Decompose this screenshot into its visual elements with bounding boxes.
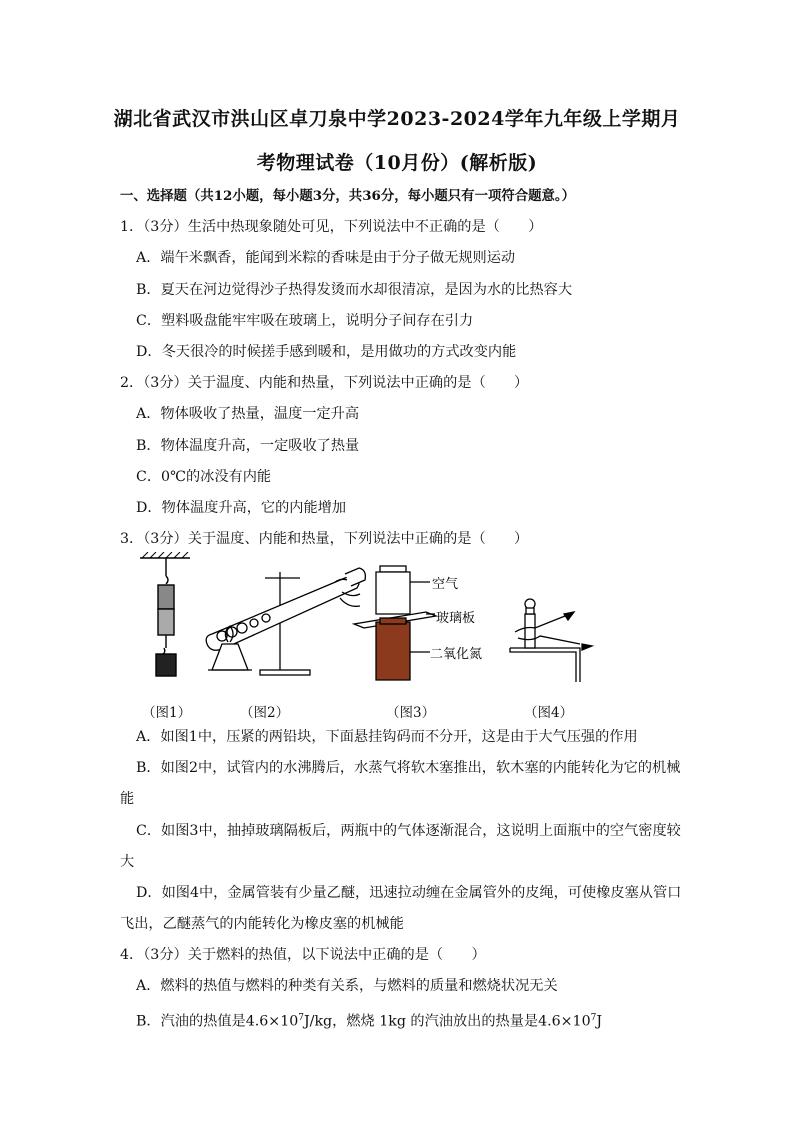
q3-option-a: A．如图1中，压紧的两铅块，下面悬挂钩码而不分开，这是由于大气压强的作用	[136, 729, 638, 745]
q4-option-b-post: J	[596, 1013, 603, 1030]
q3-option-d-line1: D．如图4中，金属管装有少量乙醚，迅速拉动缠在金属管外的皮绳，可使橡皮塞从管口	[136, 885, 682, 901]
q3-option-d-line2: 飞出，乙醚蒸气的内能转化为橡皮塞的机械能	[120, 916, 404, 932]
q2-option-c: C．0℃的冰没有内能	[136, 469, 272, 485]
q4-option-b-exp1: 7	[298, 1013, 304, 1023]
q4-option-b-mid: J/kg，燃烧 1kg 的汽油放出的热量是4.6×10	[303, 1013, 591, 1030]
fig3-label-glass: 玻璃板	[436, 611, 476, 626]
q3-option-c-line2: 大	[120, 854, 135, 870]
q1-option-c: C．塑料吸盘能牢牢吸在玻璃上，说明分子间存在引力	[136, 313, 474, 329]
q1-option-a: A．端午米飘香，能闻到米粽的香味是由于分子做无规则运动	[136, 250, 516, 266]
fig2-test-tube-icon	[206, 568, 365, 675]
q4-option-b	[136, 1008, 602, 1032]
q3-option-c-line1: C．如图3中，抽掉玻璃隔板后，两瓶中的气体逐渐混合，这说明上面瓶中的空气密度较	[136, 823, 681, 839]
doc-title-line1: 湖北省武汉市洪山区卓刀泉中学2023-2024学年九年级上学期月	[113, 108, 681, 130]
q1-option-b: B．夏天在河边觉得沙子热得发烫而水却很清凉，是因为水的比热容大	[136, 282, 573, 298]
fig4-metal-tube-icon	[510, 599, 592, 682]
q4-option-a: A．燃料的热值与燃料的种类有关系，与燃料的质量和燃烧状况无关	[136, 978, 558, 994]
fig3-label-no2: 二氧化氮	[430, 647, 483, 662]
q2-option-d: D．物体温度升高，它的内能增加	[136, 500, 347, 516]
q3-caption-fig4: （图4）	[524, 705, 574, 721]
fig1-lead-blocks-icon	[140, 552, 190, 676]
q3-option-b-line2: 能	[120, 791, 135, 807]
q3-stem: 3．（3分）关于温度、内能和热量，下列说法中正确的是（ ）	[120, 531, 529, 547]
q3-figures	[130, 552, 600, 682]
q2-option-a: A．物体吸收了热量，温度一定升高	[136, 406, 360, 422]
q4-option-b-exp2: 7	[590, 1013, 597, 1023]
fig3-label-air: 空气	[432, 577, 459, 592]
q3-caption-fig2: （图2）	[240, 705, 290, 721]
section-heading: 一、选择题（共12小题，每小题3分，共36分，每小题只有一项符合题意。）	[120, 188, 575, 204]
doc-title-line2: 考物理试卷（10月份）(解析版)	[256, 152, 538, 174]
q4-stem: 4．（3分）关于燃料的热值，以下说法中正确的是（ ）	[120, 947, 486, 963]
q1-option-d: D．冬天很冷的时候搓手感到暖和，是用做功的方式改变内能	[136, 344, 517, 360]
q1-stem: 1．（3分）生活中热现象随处可见，下列说法中不正确的是（ ）	[120, 219, 543, 235]
fig3-gas-bottles-icon	[354, 566, 436, 680]
q3-caption-fig3: （图3）	[386, 705, 436, 721]
q3-option-b-line1: B．如图2中，试管内的水沸腾后，水蒸气将软木塞推出，软木塞的内能转化为它的机械	[136, 760, 681, 776]
q2-option-b: B．物体温度升高，一定吸收了热量	[136, 438, 360, 454]
q3-caption-fig1: （图1）	[142, 705, 192, 721]
q4-option-b-pre: B．汽油的热值是4.6×10	[136, 1013, 299, 1030]
q2-stem: 2．（3分）关于温度、内能和热量，下列说法中正确的是（ ）	[120, 375, 529, 391]
